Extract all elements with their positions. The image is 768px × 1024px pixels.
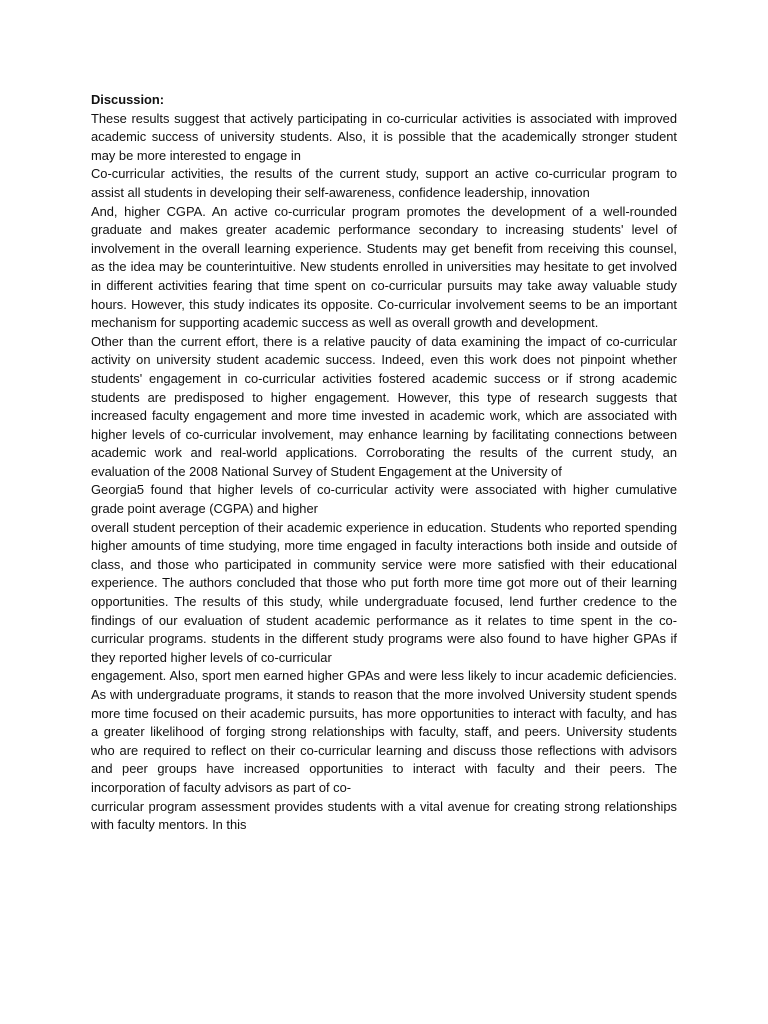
paragraph-5: Georgia5 found that higher levels of co-curricular activity were associated with higher cumulative grade point average (CGPA) and higher bbox=[91, 482, 677, 517]
paragraph-6: overall student perception of their academic experience in education. Students who reported spending higher amounts of time studying, more time engaged in faculty interactions both inside and outside of class, and those who participated in community service were more satisfied with their educational experience. The authors concluded that those who put forth more time got more out of their learning opportunities. The results of this study, while undergraduate focused, lend further credence to the findings of our evaluation of student academic performance as it relates to time spent in the co-curricular programs. students in the different study programs were also found to have higher GPAs if they reported higher levels of co-curricular bbox=[91, 519, 677, 665]
paragraph-2: Co-curricular activities, the results of the current study, support an active co-curricular program to assist all students in developing their self-awareness, confidence leadership, innovation bbox=[91, 166, 677, 200]
paragraph-7: engagement. Also, sport men earned higher GPAs and were less likely to incur academic deficiencies. As with undergraduate programs, it stands to reason that the more involved University student spends more time focused on their academic pursuits, has more opportunities to interact with faculty, and has a greater likelihood of forging strong relationships with faculty, staff, and peers. University students who are required to reflect on their co-curricular learning and discuss those reflections with advisors and peer groups have increased opportunities to interact with faculty and their peers. The incorporation of faculty advisors as part of co- bbox=[91, 668, 677, 795]
section-heading: Discussion: bbox=[91, 92, 165, 107]
document-page bbox=[91, 91, 677, 835]
paragraph-1: These results suggest that actively participating in co-curricular activities is associated with improved academic success of university students. Also, it is possible that the academically stronger student may be more interested to engage in bbox=[91, 110, 677, 163]
paragraph-4: Other than the current effort, there is a relative paucity of data examining the impact of co-curricular activity on university student academic success. Indeed, even this work does not pinpoint whether students' engagement in co-curricular activities fostered academic success or if strong academic students are predisposed to higher engagement. However, this type of research suggests that increased faculty engagement and more time invested in academic work, which are associated with higher levels of co-curricular involvement, may enhance learning by facilitating connections between academic work and real-world applications. Corroborating the results of the current study, an evaluation of the 2008 National Survey of Student Engagement at the University of bbox=[91, 333, 677, 479]
paragraph-3: And, higher CGPA. An active co-curricular program promotes the development of a well-rounded graduate and makes greater academic performance secondary to increasing students' level of involvement in the overall learning experience. Students may get benefit from receiving this counsel, as the idea may be counterintuitive. New students enrolled in universities may hesitate to get involved in different activities fearing that time spent on co-curricular pursuits may take away valuable study hours. However, this study indicates its opposite. Co-curricular involvement seems to be an important mechanism for supporting academic success as well as overall growth and development. bbox=[91, 203, 677, 331]
paragraph-8: curricular program assessment provides students with a vital avenue for creating strong relationships with faculty mentors. In this bbox=[91, 798, 677, 833]
